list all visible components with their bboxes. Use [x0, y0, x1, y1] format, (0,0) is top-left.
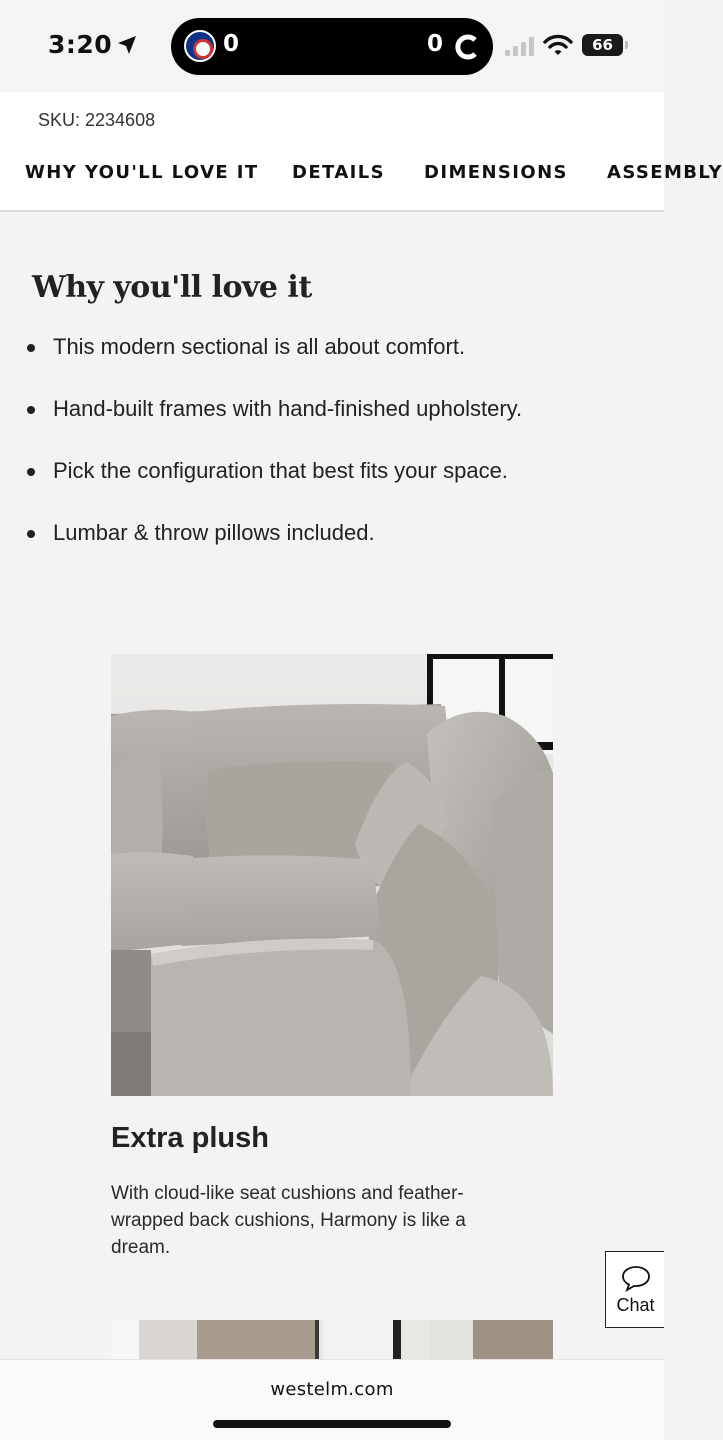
home-score: 0	[223, 31, 240, 57]
bullet-text: This modern sectional is all about comfort.	[53, 334, 466, 359]
feature-title: Extra plush	[111, 1122, 269, 1154]
bullet-dot	[27, 530, 35, 538]
bullet-item	[0, 458, 664, 488]
bullet-dot	[27, 344, 35, 352]
bullet-item	[0, 520, 664, 550]
location-arrow-icon	[116, 34, 138, 56]
bullet-text: Pick the configuration that best fits your space.	[53, 458, 508, 483]
chat-button[interactable]	[605, 1251, 664, 1328]
sku-label: SKU: 2234608	[38, 110, 156, 130]
tab-details[interactable]: DETAILS	[292, 162, 385, 183]
status-bar	[0, 0, 664, 92]
section-title: Why you'll love it	[32, 270, 312, 305]
battery-indicator: 66	[582, 34, 623, 56]
bullet-dot	[27, 468, 35, 476]
tab-why-youll-love-it[interactable]: WHY YOU'LL LOVE IT	[25, 162, 259, 183]
cellular-signal-icon	[505, 36, 537, 56]
reds-logo-icon	[453, 34, 481, 60]
product-tabs	[0, 162, 723, 192]
next-feature-photo	[111, 1320, 553, 1360]
tab-dimensions[interactable]: DIMENSIONS	[424, 162, 568, 183]
home-indicator[interactable]	[213, 1420, 451, 1428]
sofa-photo	[111, 654, 553, 1096]
feature-description: With cloud-like seat cushions and feather-wrapped back cushions, Harmony is like a dream.	[111, 1183, 466, 1258]
tab-assembly[interactable]: ASSEMBLY	[607, 162, 723, 183]
browser-url-bar[interactable]	[0, 1359, 664, 1440]
chat-label: Chat	[616, 1295, 655, 1315]
speech-bubble-icon	[620, 1264, 652, 1292]
bullet-text: Hand-built frames with hand-finished upholstery.	[53, 396, 523, 421]
bullet-text: Lumbar & throw pillows included.	[53, 520, 375, 545]
product-info-bar	[0, 92, 723, 212]
clock: 3:20	[48, 30, 113, 59]
away-score: 0	[427, 31, 444, 57]
bullet-dot	[27, 406, 35, 414]
dynamic-island-live-activity[interactable]	[171, 18, 493, 75]
cubs-logo-icon	[184, 30, 216, 62]
wifi-icon	[543, 33, 573, 57]
bullet-item	[0, 334, 664, 364]
bullet-item	[0, 396, 664, 426]
url-text[interactable]: westelm.com	[270, 1379, 394, 1400]
